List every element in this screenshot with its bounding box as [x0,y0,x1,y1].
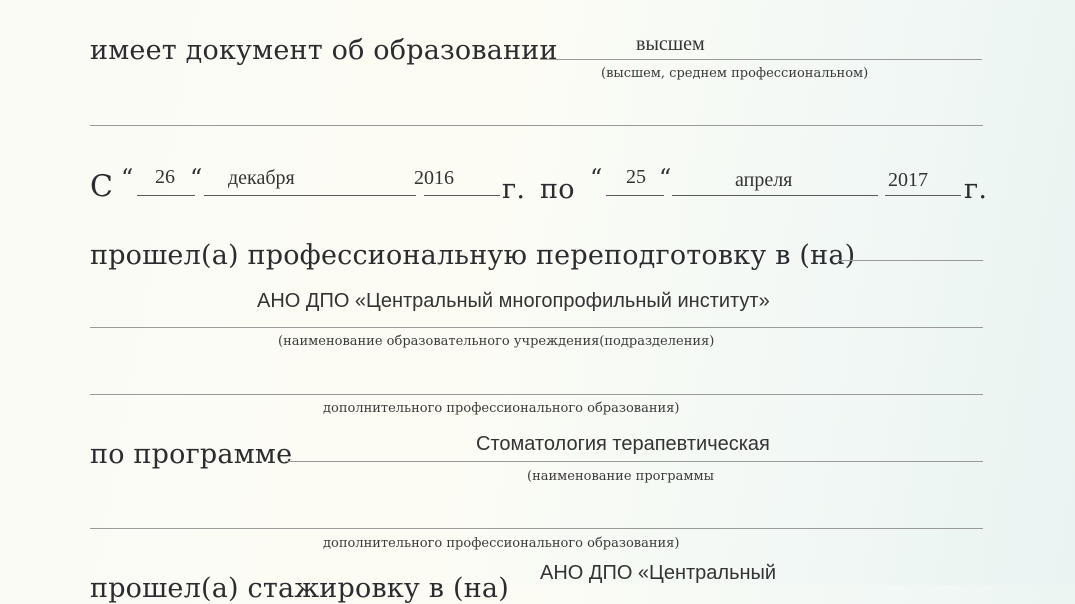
period-from-month-line [204,195,416,196]
education-second-line [90,125,983,126]
retraining-hint-1: (наименование образовательного учреждения(подразделения) [278,334,715,349]
period-to-year-line [885,195,961,196]
education-value: высшем [636,33,705,55]
period-to-prefix: по [540,174,575,205]
retraining-hint-2: дополнительного профессионального образования) [323,401,680,416]
period-to-year-suffix: г. [964,174,988,205]
education-hint: (высшем, среднем профессиональном) [601,66,869,81]
period-to-close-quote: “ [659,164,672,192]
retraining-label: прошел(а) профессиональную переподготовку в (на) [90,240,856,271]
period-to-year: 2017 [888,169,928,191]
program-value: Стоматология терапевтическая [476,433,770,455]
period-from-day-line [137,195,195,196]
program-underline [285,461,983,462]
education-label: имеет документ об образовании [90,35,558,66]
program-second-line [90,528,983,529]
program-hint-1: (наименование программы [527,469,714,484]
period-from-close-quote: “ [190,164,203,192]
period-from-year-line [424,195,500,196]
period-from-year: 2016 [414,167,454,189]
period-to-day: 25 [626,166,646,188]
education-underline [540,59,982,60]
period-to-day-line [606,195,664,196]
period-from-year-suffix: г. [502,174,526,205]
retraining-institution-underline [90,327,983,328]
retraining-label-underline [838,260,983,261]
period-from-prefix: С [90,169,114,204]
period-from-day: 26 [155,166,175,188]
period-to-month-line [672,195,878,196]
period-from-open-quote: “ [121,164,134,192]
retraining-second-line [90,394,983,395]
program-hint-2: дополнительного профессионального образования) [323,536,680,551]
period-to-month: апреля [735,169,793,191]
program-label: по программе [90,439,293,470]
internship-label: прошел(а) стажировку в (на) [90,573,509,604]
retraining-institution: АНО ДПО «Центральный многопрофильный институт» [257,290,770,312]
period-to-open-quote: “ [590,164,603,192]
period-from-month: декабря [228,167,295,189]
internship-value: АНО ДПО «Центральный [540,562,777,584]
